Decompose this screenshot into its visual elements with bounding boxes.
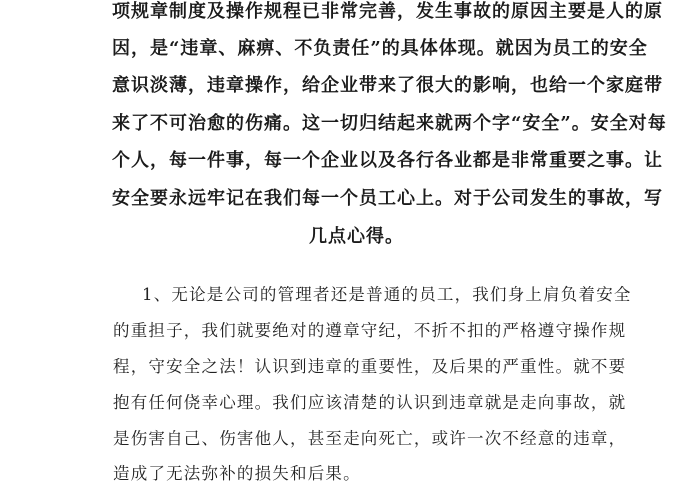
bold-paragraph-line-5: 个人，每一件事，每一个企业以及各行各业都是非常重要之事。让 [112, 150, 663, 171]
bold-paragraph-line-4: 来了不可治愈的伤痛。这一切归结起来就两个字“安全”。安全对每 [112, 113, 667, 134]
regular-paragraph-line-4: 抱有任何侥幸心理。我们应该清楚的认识到违章就是走向事故，就 [113, 393, 627, 412]
bold-paragraph-line-1: 项规章制度及操作规程已非常完善，发生事故的原因主要是人的原 [112, 1, 663, 22]
regular-paragraph-line-2: 的重担子，我们就要绝对的遵章守纪，不折不扣的严格遵守操作规 [113, 321, 627, 340]
bold-paragraph-line-7: 几点心得。 [309, 226, 404, 247]
regular-paragraph-line-5: 是伤害自己、伤害他人，甚至走向死亡，或许一次不经意的违章， [113, 429, 627, 448]
regular-paragraph-line-3: 程，守安全之法！认识到违章的重要性，及后果的严重性。就不要 [113, 357, 627, 376]
regular-paragraph-line-1: 1、无论是公司的管理者还是普通的员工，我们身上肩负着安全 [142, 285, 632, 304]
bold-paragraph-line-6: 安全要永远牢记在我们每一个员工心上。对于公司发生的事故，写 [112, 188, 663, 209]
bold-paragraph-line-2: 因，是“违章、麻痹、不负责任”的具体体现。就因为员工的安全 [112, 38, 648, 59]
bold-paragraph-line-3: 意识淡薄，违章操作，给企业带来了很大的影响，也给一个家庭带 [112, 75, 663, 96]
regular-paragraph-line-6: 造成了无法弥补的损失和后果。 [113, 464, 361, 483]
